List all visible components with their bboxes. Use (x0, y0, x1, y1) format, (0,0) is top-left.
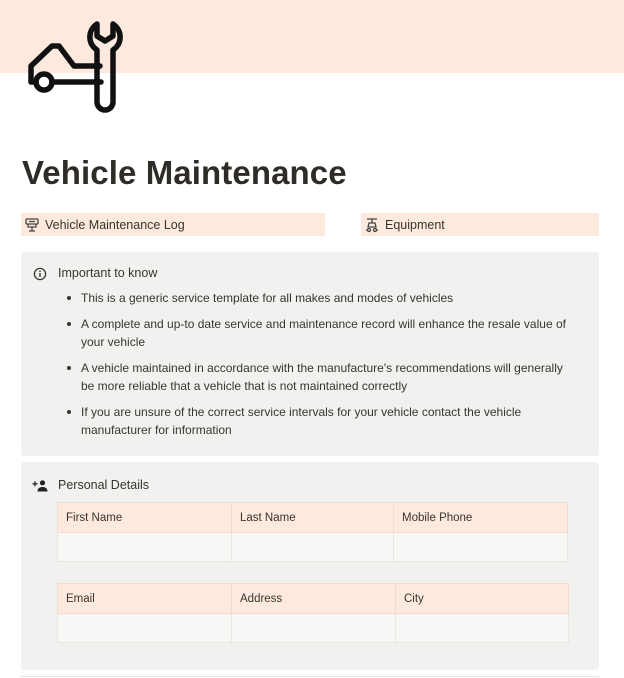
maintenance-log-icon (24, 217, 40, 233)
personal-details-table (57, 502, 568, 562)
important-callout (21, 252, 599, 456)
personal-details-callout (21, 462, 599, 670)
mobile-phone-cell[interactable] (394, 533, 568, 562)
table-row (58, 614, 569, 643)
list-item: A complete and up-to date service and maintenance record will enhance the resale value of your vehicle (67, 315, 567, 351)
list-item: If you are unsure of the correct service intervals for your vehicle contact the vehicle manufacturer for information (67, 403, 567, 439)
list-item: This is a generic service template for all makes and modes of vehicles (67, 289, 567, 307)
city-cell[interactable] (396, 614, 569, 643)
important-title: Important to know (58, 266, 158, 280)
maintenance-log-label: Vehicle Maintenance Log (45, 217, 185, 232)
divider (21, 676, 599, 677)
personal-details-title: Personal Details (58, 478, 150, 492)
page-title: Vehicle Maintenance (22, 154, 347, 191)
equipment-icon (364, 217, 380, 233)
column-header[interactable]: First Name (58, 503, 232, 533)
email-cell[interactable] (58, 614, 232, 643)
column-header[interactable]: Mobile Phone (394, 503, 568, 533)
column-header[interactable]: Last Name (232, 503, 394, 533)
last-name-cell[interactable] (232, 533, 394, 562)
address-cell[interactable] (232, 614, 396, 643)
info-icon (33, 267, 47, 281)
equipment-link[interactable] (361, 213, 599, 236)
equipment-label: Equipment (385, 217, 445, 232)
maintenance-log-link[interactable] (21, 213, 325, 236)
add-person-icon (32, 479, 48, 493)
column-header[interactable]: Address (232, 584, 396, 614)
car-wrench-icon[interactable] (26, 14, 134, 114)
list-item: A vehicle maintained in accordance with the manufacture's recommendations will generally be more reliable that a vehicle that is not maintained correctly (67, 359, 567, 395)
table-row (58, 533, 568, 562)
column-header[interactable]: Email (58, 584, 232, 614)
column-header[interactable]: City (396, 584, 569, 614)
first-name-cell[interactable] (58, 533, 232, 562)
important-list (67, 289, 567, 447)
contact-details-table (57, 583, 569, 643)
